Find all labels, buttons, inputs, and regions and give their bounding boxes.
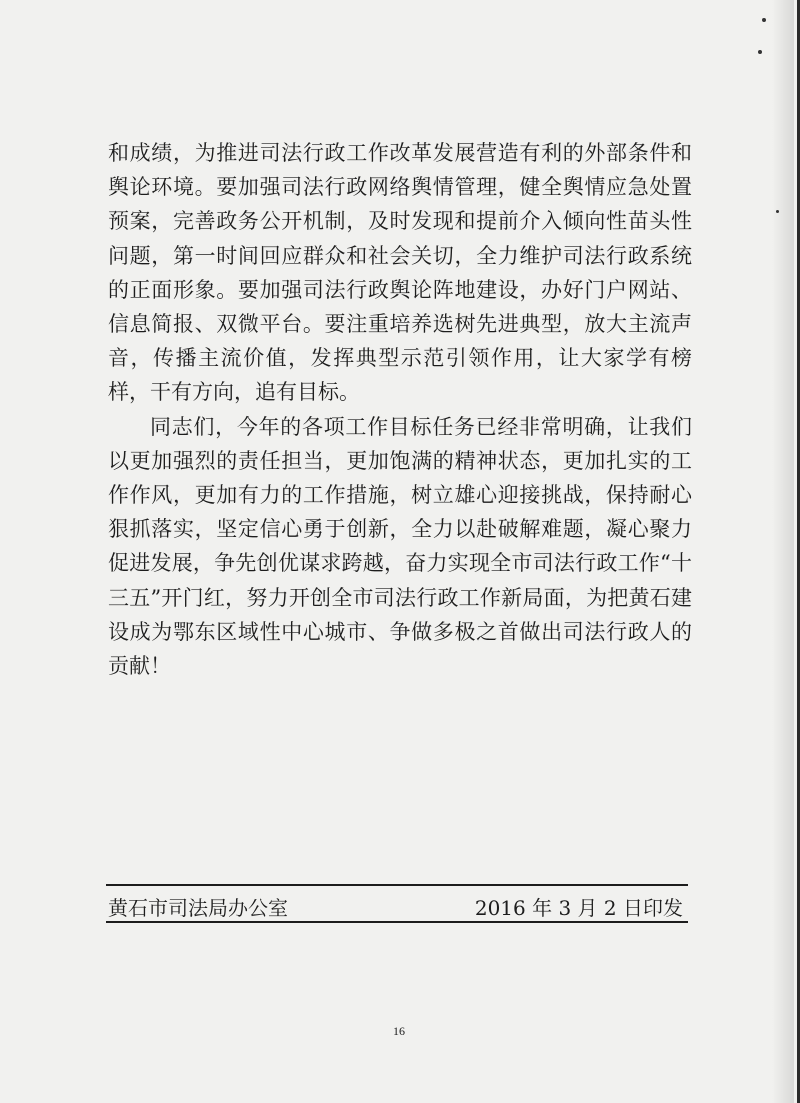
issuer-name: 黄石市司法局办公室: [108, 896, 288, 920]
scan-edge-shadow: [772, 0, 794, 1103]
scan-speck: [762, 18, 766, 22]
page-number: 16: [393, 1024, 405, 1038]
body-paragraph-closing: 同志们，今年的各项工作目标任务已经非常明确，让我们以更加强烈的责任担当，更加饱满的精神状态，更加扎实的工作作风，更加有力的工作措施，树立雄心迎接挑战，保持耐心狠抓落实，坚定信心勇于创新，全力以赴破解难题，凝心聚力促进发展，争先创优谋求跨越，奋力实现全市司法行政工作“十三五”开门红，努力开创全市司法行政工作新局面，为把黄石建设成为鄂东区域性中心城市、争做多极之首做出司法行政人的贡献！: [108, 414, 692, 679]
issue-date: 2016 年 3 月 2 日印发: [474, 896, 683, 920]
footer-bottom-rule: [106, 921, 688, 923]
scan-speck: [776, 210, 779, 213]
scan-speck: [758, 50, 762, 54]
footer-top-rule: [106, 884, 688, 886]
body-paragraph-continued: 和成绩，为推进司法行政工作改革发展营造有利的外部条件和舆论环境。要加强司法行政网络舆情管理，健全舆情应急处置预案，完善政务公开机制，及时发现和提前介入倾向性苗头性问题，第一时间回应群众和社会关切，全力维护司法行政系统的正面形象。要加强司法行政舆论阵地建设，办好门户网站、信息简报、双微平台。要注重培养选树先进典型，放大主流声音，传播主流价值，发挥典型示范引领作用，让大家学有榜样，干有方向，追有目标。: [108, 141, 692, 405]
document-body: [108, 136, 692, 683]
